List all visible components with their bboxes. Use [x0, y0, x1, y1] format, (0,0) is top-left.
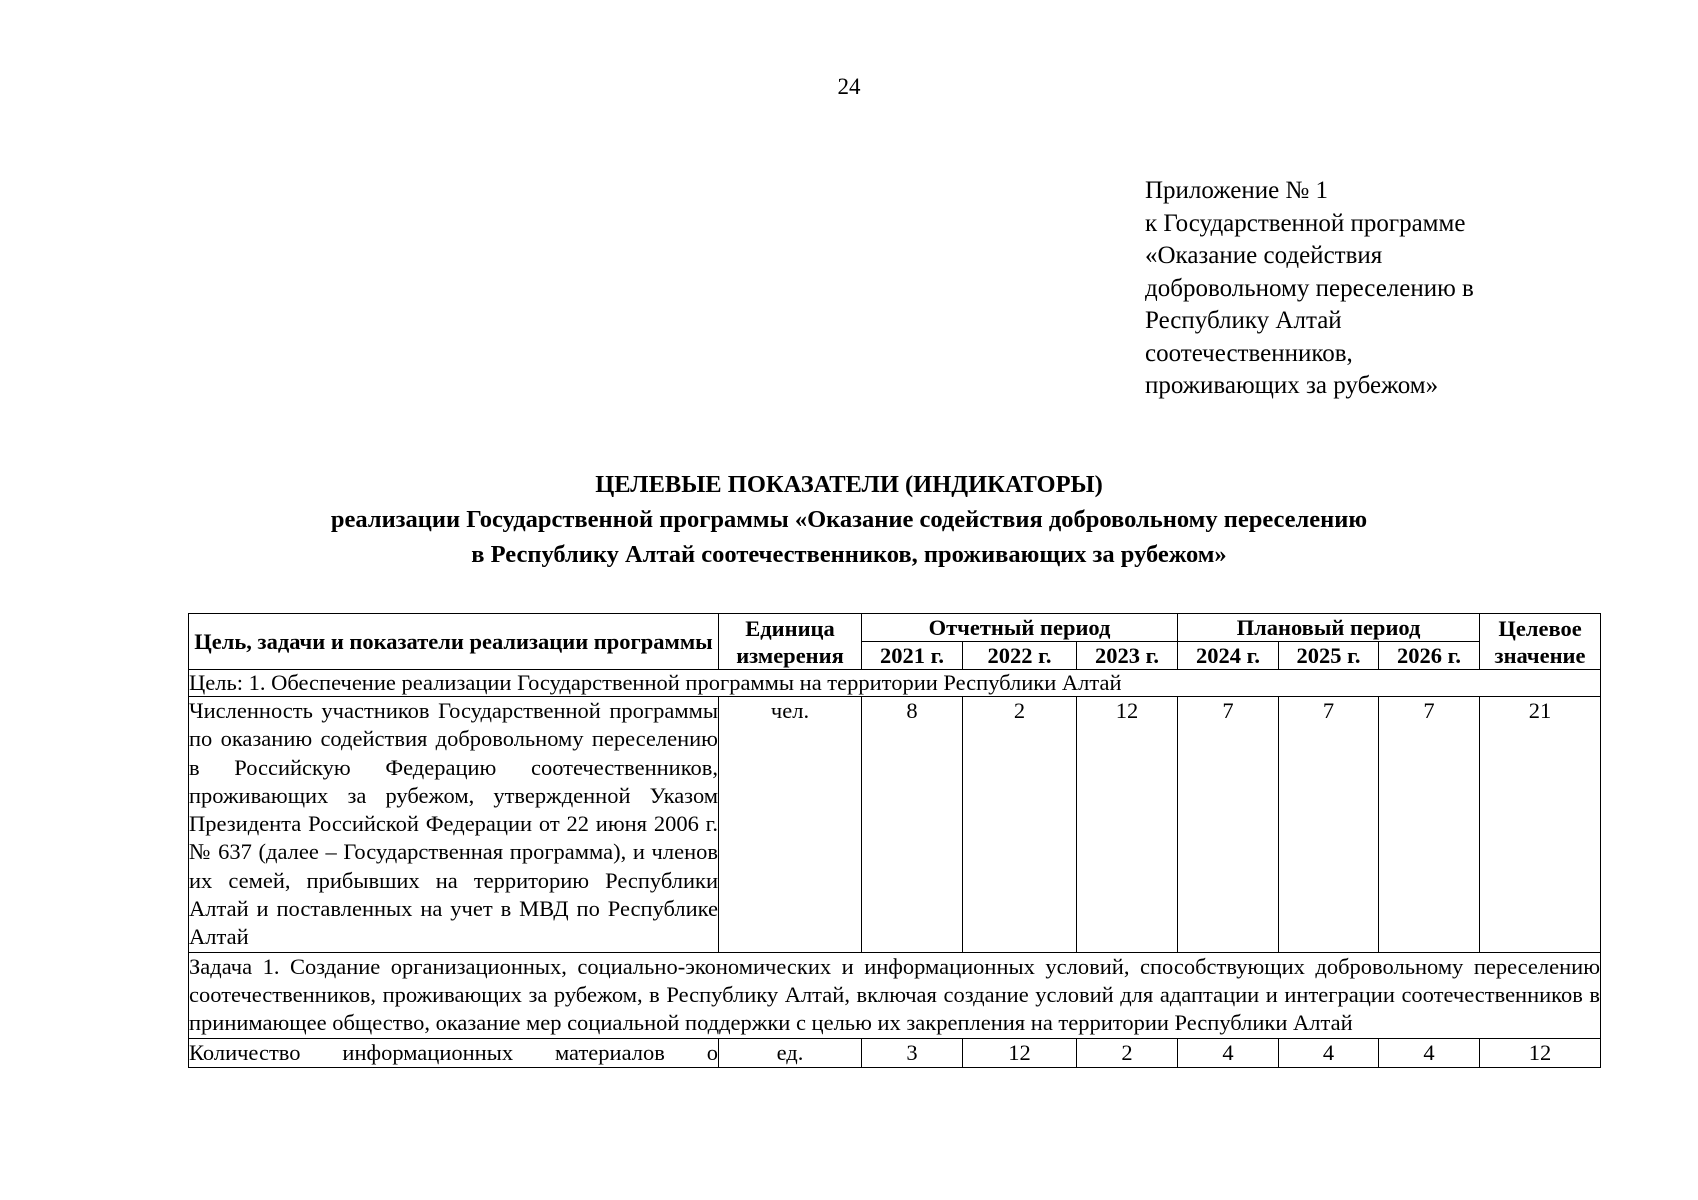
indicator-row	[189, 1038, 1601, 1067]
header-year: 2022 г.	[963, 642, 1077, 670]
indicator-value: 4	[1279, 1038, 1379, 1067]
appendix-line: Республику Алтай	[1145, 307, 1342, 334]
indicator-value: 2	[963, 697, 1077, 953]
goal-text: Цель: 1. Обеспечение реализации Государственной программы на территории Республики Алтай	[189, 670, 1601, 697]
header-goal-col: Цель, задачи и показатели реализации программы	[189, 614, 719, 670]
header-year: 2023 г.	[1077, 642, 1178, 670]
header-target-col: Целевое значение	[1480, 614, 1601, 670]
indicator-value: 3	[862, 1038, 963, 1067]
document-title	[0, 467, 1698, 572]
indicator-unit: чел.	[719, 697, 862, 953]
title-line-3: в Республику Алтай соотечественников, проживающих за рубежом»	[471, 541, 1227, 568]
header-reporting-period: Отчетный период	[862, 614, 1178, 642]
appendix-line: к Государственной программе	[1145, 209, 1466, 237]
header-unit-col: Единица измерения	[719, 614, 862, 670]
indicator-value: 7	[1178, 697, 1279, 953]
indicator-unit: ед.	[719, 1038, 862, 1067]
header-row-1	[189, 614, 1601, 642]
header-year: 2026 г.	[1379, 642, 1480, 670]
indicator-value: 4	[1178, 1038, 1279, 1067]
indicator-target: 12	[1480, 1038, 1601, 1067]
appendix-line: «Оказание содействия	[1145, 242, 1383, 269]
appendix-line: проживающих за рубежом»	[1145, 372, 1439, 399]
appendix-line: добровольному переселению в	[1145, 274, 1474, 302]
indicator-value: 4	[1379, 1038, 1480, 1067]
appendix-line: соотечественников,	[1145, 339, 1353, 367]
indicator-value: 12	[963, 1038, 1077, 1067]
appendix-line: Приложение № 1	[1145, 177, 1329, 204]
task-row	[189, 952, 1601, 1038]
indicator-value: 12	[1077, 697, 1178, 953]
page-number: 24	[837, 74, 861, 99]
indicator-row	[189, 697, 1601, 953]
indicator-value: 8	[862, 697, 963, 953]
indicator-description-text: Количество информационных материалов о	[189, 1039, 718, 1065]
indicator-value: 2	[1077, 1038, 1178, 1067]
task-text: Задача 1. Создание организационных, социально-экономических и информационных условий, способствующих добровольному переселению соотечественников, проживающих за рубежом, в Республику Алтай, включая создание условий для адаптации и интеграции соотечественников в принимающее общество, оказание мер социальной поддержки с целью их закрепления на территории Республики Алтай	[189, 952, 1601, 1038]
indicator-description: Численность участников Государственной программы по оказанию содействия добровольному переселению в Российскую Федерацию соотечественников, проживающих за рубежом, утвержденной Указом Президента Российской Федерации от 22 июня 2006 г. № 637 (далее – Государственная программа), и членов их семей, прибывших на территорию Республики Алтай и поставленных на учет в МВД по Республике Алтай	[189, 697, 719, 953]
header-year: 2025 г.	[1279, 642, 1379, 670]
indicator-value: 7	[1279, 697, 1379, 953]
title-line-2: реализации Государственной программы «Оказание содействия добровольному переселению	[330, 506, 1368, 533]
header-year: 2024 г.	[1178, 642, 1279, 670]
goal-row	[189, 670, 1601, 697]
indicator-description	[189, 1038, 719, 1067]
header-planned-period: Плановый период	[1178, 614, 1480, 642]
indicator-value: 7	[1379, 697, 1480, 953]
indicators-table	[188, 613, 1601, 1068]
indicator-target: 21	[1480, 697, 1601, 953]
appendix-note	[1145, 175, 1665, 403]
header-year: 2021 г.	[862, 642, 963, 670]
title-line-1: ЦЕЛЕВЫЕ ПОКАЗАТЕЛИ (ИНДИКАТОРЫ)	[595, 471, 1103, 498]
